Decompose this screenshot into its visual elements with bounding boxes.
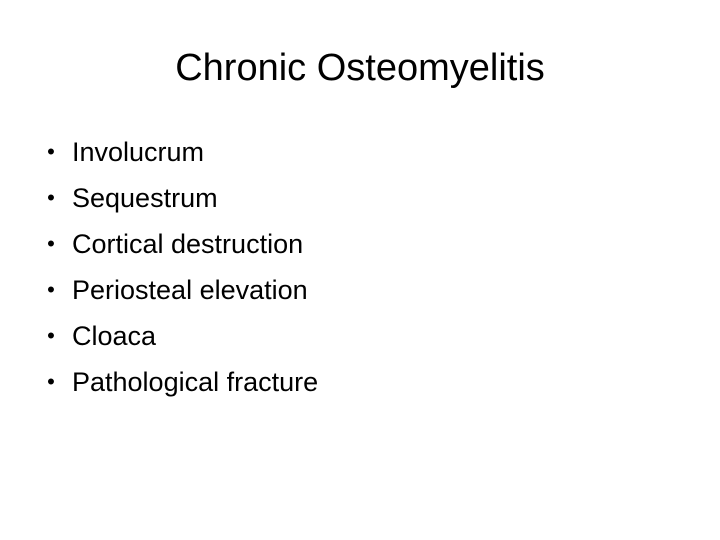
- list-item-text: Involucrum: [72, 137, 205, 167]
- bullet-icon: •: [47, 185, 55, 210]
- list-item: [44, 267, 684, 313]
- list-item-text: Sequestrum: [72, 183, 218, 213]
- list-item-text: Cloaca: [72, 321, 157, 351]
- bullet-icon: •: [47, 277, 55, 302]
- list-item: [44, 175, 684, 221]
- list-item-text: Periosteal elevation: [72, 275, 308, 305]
- list-item: [44, 129, 684, 175]
- list-item: [44, 313, 684, 359]
- list-item: [44, 221, 684, 267]
- list-item-text: Cortical destruction: [72, 229, 304, 259]
- bullet-icon: •: [47, 369, 55, 394]
- list-item-text: Pathological fracture: [72, 367, 319, 397]
- list-item: [44, 359, 684, 405]
- bullet-icon: •: [47, 323, 55, 348]
- slide-title: Chronic Osteomyelitis: [175, 47, 545, 89]
- bullet-icon: •: [47, 231, 55, 256]
- bullet-list: [44, 129, 684, 405]
- bullet-icon: •: [47, 139, 55, 164]
